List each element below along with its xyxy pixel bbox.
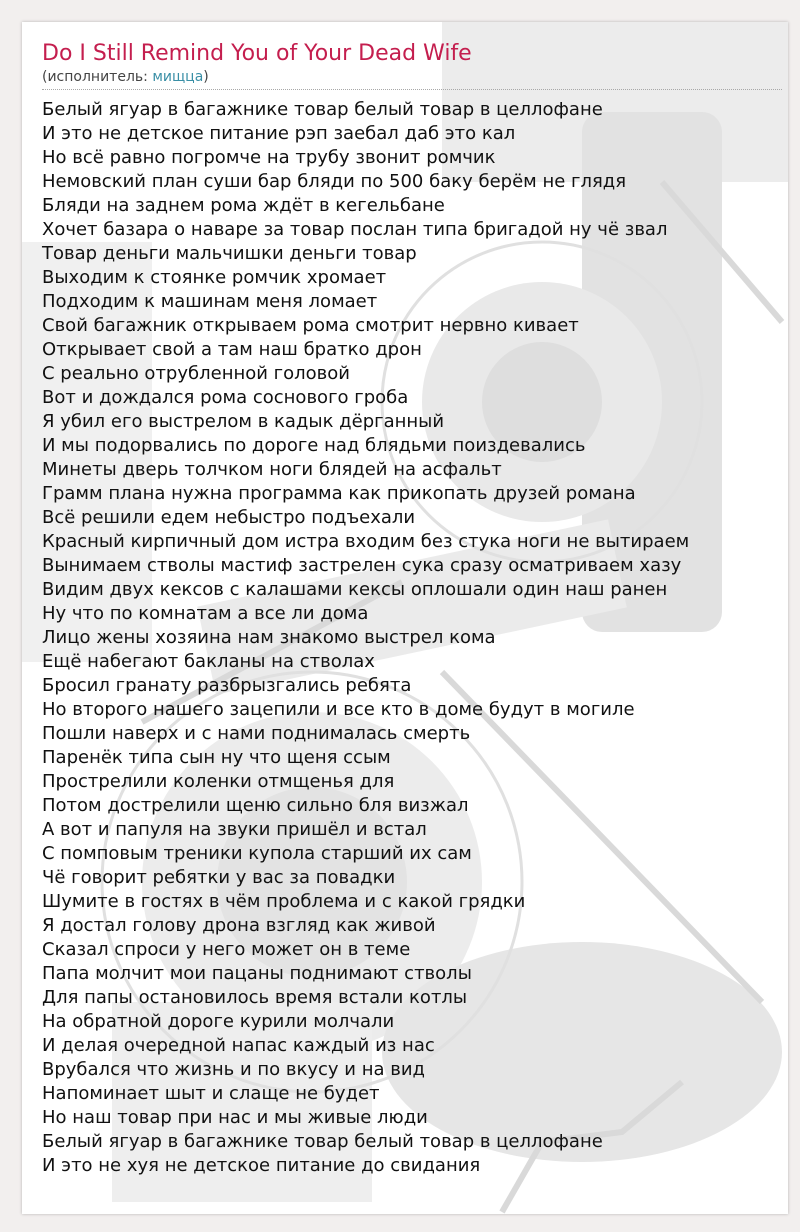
artist-line — [42, 68, 788, 86]
lyric-line: Но наш товар при нас и мы живые люди — [42, 1107, 428, 1128]
lyric-line: Открывает свой а там наш братко дрон — [42, 339, 422, 360]
lyric-line: Напоминает шыт и слаще не будет — [42, 1083, 380, 1104]
lyric-line: Врубался что жизнь и по вкусу и на вид — [42, 1059, 425, 1080]
lyric-line: Сказал спроси у него может он в теме — [42, 939, 411, 960]
artist-suffix: ) — [203, 69, 209, 85]
artist-prefix: (исполнитель: — [42, 69, 153, 85]
content — [22, 22, 788, 1178]
lyric-line: Лицо жены хозяина нам знакомо выстрел кома — [42, 627, 496, 648]
lyric-line: А вот и папуля на звуки пришёл и встал — [42, 819, 427, 840]
lyric-line: Белый ягуар в багажнике товар белый товар в целлофане — [42, 1131, 603, 1152]
lyric-line: Хочет базара о наваре за товар послан типа бригадой ну чё звал — [42, 219, 668, 240]
lyric-line: С реально отрубленной головой — [42, 363, 350, 384]
lyric-line: С помповым треники купола старший их сам — [42, 843, 472, 864]
lyric-line: Пошли наверх и с нами поднималась смерть — [42, 723, 471, 744]
lyrics-card — [22, 22, 788, 1214]
lyric-line: Чё говорит ребятки у вас за повадки — [42, 867, 396, 888]
lyric-line: Всё решили едем небыстро подъехали — [42, 507, 416, 528]
lyric-line: Потом дострелили щеню сильно бля визжал — [42, 795, 469, 816]
lyric-line: Немовский план суши бар бляди по 500 баку берём не глядя — [42, 171, 627, 192]
lyric-line: Паренёк типа сын ну что щеня ссым — [42, 747, 391, 768]
lyric-line: Видим двух кексов с калашами кексы оплошали один наш ранен — [42, 579, 668, 600]
lyric-line: И это не хуя не детское питание до свидания — [42, 1155, 481, 1176]
lyric-line: И мы подорвались по дороге над блядьми поиздевались — [42, 435, 586, 456]
lyric-line: Я убил его выстрелом в кадык дёрганный — [42, 411, 445, 432]
lyric-line: Ну что по комнатам а все ли дома — [42, 603, 369, 624]
lyric-line: Я достал голову дрона взгляд как живой — [42, 915, 436, 936]
lyric-line: Вот и дождался рома соснового гроба — [42, 387, 409, 408]
lyric-line: Выходим к стоянке ромчик хромает — [42, 267, 387, 288]
divider — [42, 89, 782, 90]
lyrics-text — [42, 98, 788, 1178]
lyric-line: Шумите в гостях в чём проблема и с какой грядки — [42, 891, 526, 912]
lyric-line: Подходим к машинам меня ломает — [42, 291, 378, 312]
lyric-line: И это не детское питание рэп заебал даб это кал — [42, 123, 516, 144]
lyric-line: Вынимаем стволы мастиф застрелен сука сразу осматриваем хазу — [42, 555, 682, 576]
lyric-line: Бросил гранату разбрызгались ребята — [42, 675, 412, 696]
lyric-line: Для папы остановилось время встали котлы — [42, 987, 468, 1008]
lyric-line: Ещё набегают бакланы на стволах — [42, 651, 375, 672]
lyric-line: Прострелили коленки отмщенья для — [42, 771, 395, 792]
lyric-line: Белый ягуар в багажнике товар белый товар в целлофане — [42, 99, 603, 120]
lyric-line: Грамм плана нужна программа как прикопать друзей романа — [42, 483, 636, 504]
lyric-line: И делая очередной напас каждый из нас — [42, 1035, 435, 1056]
lyric-line: Красный кирпичный дом истра входим без стука ноги не вытираем — [42, 531, 690, 552]
artist-link[interactable]: мищца — [152, 69, 204, 85]
lyric-line: Свой багажник открываем рома смотрит нервно кивает — [42, 315, 579, 336]
lyric-line: Товар деньги мальчишки деньги товар — [42, 243, 417, 264]
song-title: Do I Still Remind You of Your Dead Wife — [42, 41, 472, 66]
lyric-line: Но второго нашего зацепили и все кто в доме будут в могиле — [42, 699, 635, 720]
lyric-line: Но всё равно погромче на трубу звонит ромчик — [42, 147, 496, 168]
lyric-line: На обратной дороге курили молчали — [42, 1011, 395, 1032]
lyric-line: Минеты дверь толчком ноги блядей на асфальт — [42, 459, 502, 480]
lyric-line: Папа молчит мои пацаны поднимают стволы — [42, 963, 472, 984]
lyric-line: Бляди на заднем рома ждёт в кегельбане — [42, 195, 445, 216]
